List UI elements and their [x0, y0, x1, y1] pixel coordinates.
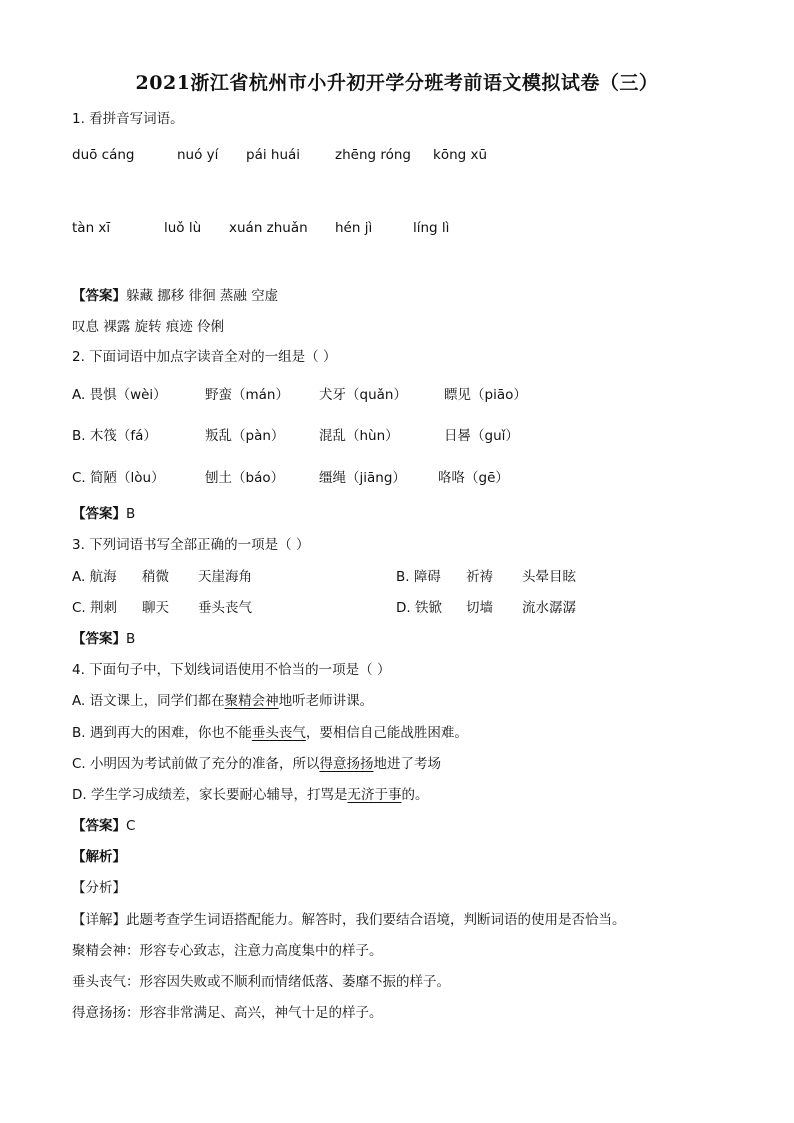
q3-stem: 3. 下列词语书写全部正确的一项是（ ）: [72, 537, 310, 553]
q4-detail: [72, 911, 626, 929]
answer-text: B: [126, 631, 136, 647]
pinyin-item: zhēng róng: [335, 147, 412, 163]
q2-option-item: 瞟见（piāo）: [444, 387, 527, 403]
q4-jiexi: 【解析】: [72, 849, 126, 865]
q4-stem: 4. 下面句子中，下划线词语使用不恰当的一项是（ ）: [72, 662, 391, 678]
pinyin-item: pái huái: [246, 147, 301, 163]
q2-option-a: A. 畏惧（wèi）: [72, 387, 167, 403]
q2-option-item: 野蛮（mán）: [205, 387, 289, 403]
pinyin-item: xuán zhuǎn: [229, 220, 308, 236]
q3-option-item: 垂头丧气: [198, 600, 252, 616]
q3-option-item: 祈祷: [466, 569, 493, 585]
q4-fenxi: 【分析】: [72, 880, 126, 896]
q3-option-item: 流水潺潺: [522, 600, 576, 616]
answer-text: C: [126, 818, 136, 834]
answer-tag: 【答案】: [72, 288, 126, 304]
answer-tag: 【答案】: [72, 631, 126, 647]
q2-option-item: 咯咯（gē）: [438, 470, 509, 486]
q1-answer: [72, 287, 278, 305]
q4-option-b: B. 遇到再大的困难，你也不能垂头丧气，要相信自己能战胜困难。: [72, 725, 468, 741]
q2-option-item: 叛乱（pàn）: [205, 428, 285, 444]
pinyin-item: duō cáng: [72, 147, 135, 163]
q4-explanation: 聚精会神：形容专心致志，注意力高度集中的样子。: [72, 943, 383, 959]
q3-option-item: 聊天: [142, 600, 169, 616]
q4-option-d: D. 学生学习成绩差，家长要耐心辅导，打骂是无济于事的。: [72, 787, 429, 803]
q4-option-a: A. 语文课上，同学们都在聚精会神地听老师讲课。: [72, 693, 374, 709]
underlined-word: 垂头丧气: [251, 725, 306, 741]
q4-option-c: C. 小明因为考试前做了充分的准备，所以得意扬扬地进了考场: [72, 756, 442, 772]
pinyin-item: kōng xū: [433, 147, 488, 163]
page-title: 2021浙江省杭州市小升初开学分班考前语文模拟试卷（三）: [135, 72, 659, 94]
q3-option-item: 切墙: [466, 600, 493, 616]
q2-option-item: 日晷（guǐ）: [444, 428, 519, 444]
q3-option-d: D. 铁锨: [396, 600, 442, 616]
detail-tag: 【详解】: [72, 912, 126, 928]
q3-option-c: C. 荆刺: [72, 600, 118, 616]
answer-tag: 【答案】: [72, 818, 126, 834]
q3-option-a: A. 航海: [72, 569, 117, 585]
q2-option-item: 刨土（báo）: [205, 470, 285, 486]
q2-option-item: 犬牙（quǎn）: [319, 387, 407, 403]
underlined-word: 无济于事: [347, 787, 402, 803]
pinyin-item: hén jì: [335, 220, 373, 236]
answer-text: B: [126, 506, 136, 522]
q2-option-item: 缰绳（jiāng）: [319, 470, 406, 486]
detail-text: 此题考查学生词语搭配能力。解答时，我们要结合语境，判断词语的使用是否恰当。: [126, 912, 626, 928]
pinyin-item: nuó yí: [177, 147, 219, 163]
q2-stem: 2. 下面词语中加点字读音全对的一组是（ ）: [72, 349, 337, 365]
underlined-word: 得意扬扬: [319, 756, 374, 772]
q2-option-c: C. 简陋（lòu）: [72, 470, 165, 486]
q4-explanation: 垂头丧气：形容因失败或不顺利而情绪低落、萎靡不振的样子。: [72, 974, 450, 990]
q3-answer: [72, 630, 135, 648]
pinyin-item: tàn xī: [72, 220, 111, 236]
pinyin-item: líng lì: [413, 220, 450, 236]
q3-option-b: B. 障碍: [396, 569, 441, 585]
q2-answer: [72, 505, 135, 523]
q4-answer: [72, 817, 135, 835]
q3-option-item: 天崖海角: [198, 569, 252, 585]
answer-text: 躲藏 挪移 徘徊 蒸融 空虚: [126, 288, 279, 304]
q4-explanation: 得意扬扬：形容非常满足、高兴，神气十足的样子。: [72, 1005, 383, 1021]
underlined-word: 聚精会神: [224, 693, 279, 709]
q1-stem: 1. 看拼音写词语。: [72, 111, 184, 127]
q2-option-b: B. 木筏（fá）: [72, 428, 157, 444]
q3-option-item: 头晕目眩: [522, 569, 576, 585]
q3-option-item: 稍微: [142, 569, 169, 585]
answer-tag: 【答案】: [72, 506, 126, 522]
q2-option-item: 混乱（hùn）: [319, 428, 399, 444]
pinyin-item: luǒ lù: [164, 220, 202, 236]
q1-answer-line2: 叹息 裸露 旋转 痕迹 伶俐: [72, 319, 225, 335]
